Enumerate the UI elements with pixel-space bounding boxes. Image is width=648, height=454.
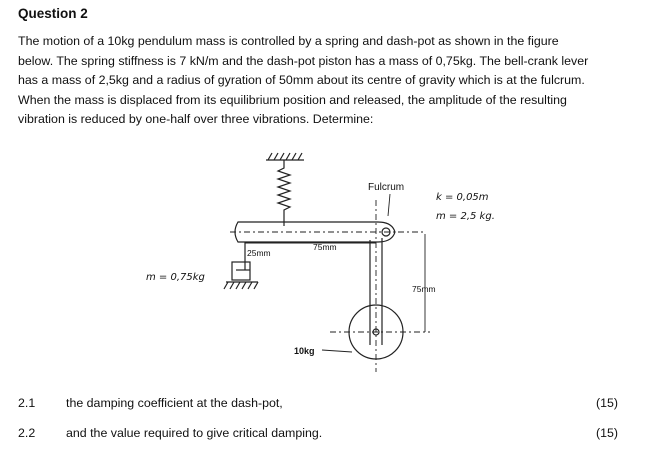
subquestion-2-1	[0, 396, 648, 416]
dim-25-label: 25mm	[247, 248, 271, 258]
subquestion-number: 2.1	[18, 396, 36, 410]
fulcrum-leader	[388, 194, 390, 216]
mass-label: 10kg	[294, 346, 315, 356]
handwritten-k: k = 0,05m	[436, 192, 489, 203]
body-line-1: The motion of a 10kg pendulum mass is controlled by a spring and dash-pot as shown in the figure	[18, 34, 559, 48]
handwritten-m-lever: m = 2,5 kg.	[436, 211, 495, 222]
subquestion-marks: (15)	[595, 396, 618, 410]
body-line-2: below. The spring stiffness is 7 kN/m and the dash-pot piston has a mass of 0,75kg. The bell-crank lever	[18, 53, 589, 68]
body-line-3: has a mass of 2,5kg and a radius of gyration of 50mm about its centre of gravity which is at the fulcrum.	[18, 73, 585, 88]
subquestion-number: 2.2	[18, 426, 36, 440]
subquestion-2-2	[0, 426, 648, 446]
subquestion-text: the damping coefficient at the dash-pot,	[66, 396, 283, 410]
body-line-4: When the mass is displaced from its equilibrium position and released, the amplitude of the resulting	[18, 92, 567, 107]
fulcrum-label: Fulcrum	[368, 182, 405, 193]
subquestion-text: and the value required to give critical damping.	[66, 426, 323, 440]
question-heading: Question 2	[18, 6, 88, 21]
dim-75-vertical-label: 75mm	[412, 284, 436, 294]
mass-leader	[322, 350, 352, 352]
body-line-5: vibration is reduced by one-half over three vibrations. Determine:	[18, 112, 374, 127]
ceiling-support	[266, 153, 304, 160]
dim-75-horizontal-label: 75mm	[313, 242, 337, 252]
subquestion-marks: (15)	[595, 426, 618, 440]
spring	[278, 160, 290, 226]
handwritten-m-piston: m = 0,75kg	[146, 272, 205, 283]
